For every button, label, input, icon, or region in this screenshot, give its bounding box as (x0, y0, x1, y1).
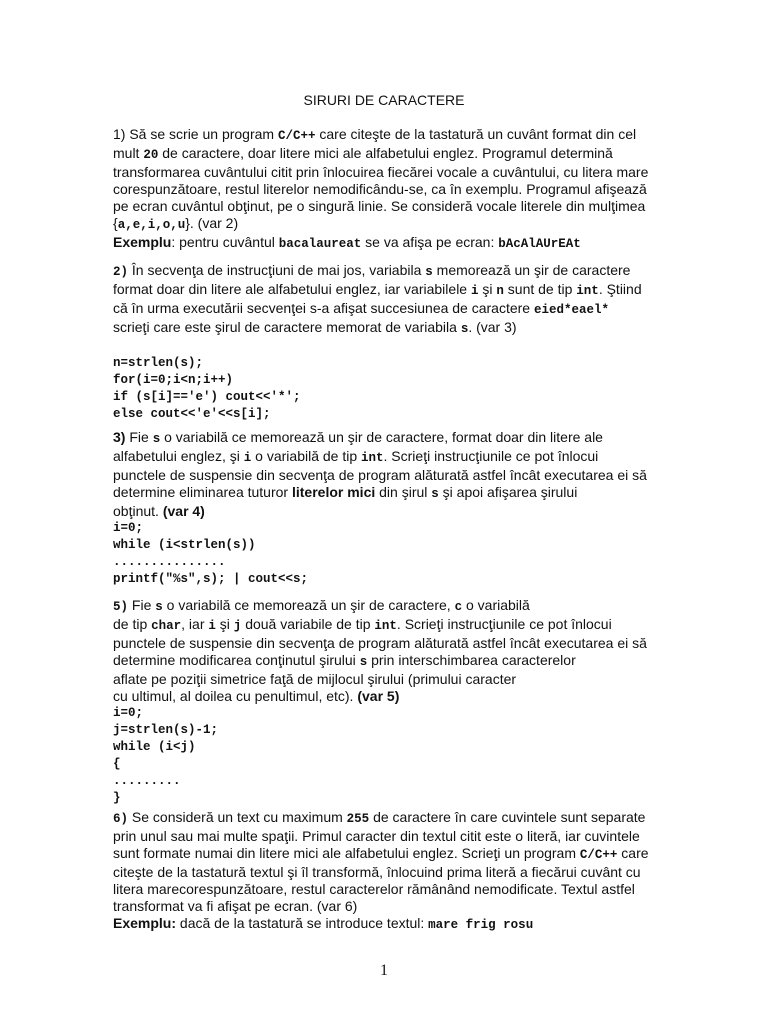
code-line: for(i=0;i<n;i++) (113, 373, 234, 387)
problem-6-line: transformat va fi afişat pe ecran. (var 6) (113, 898, 358, 914)
problem-number: 1) (113, 126, 126, 142)
language-name: C/C++ (277, 129, 316, 143)
code-line: } (113, 791, 121, 805)
problem-6-line: sunt formate numai din litere mici ale alfabetului englez. Scrieţi un program C/C++ care (113, 845, 649, 862)
page-number: 1 (380, 962, 388, 979)
problem-5-line: cu ultimul, al doilea cu penultimul, etc). (var 5) (113, 688, 400, 704)
problem-1-line: 1) Să se scrie un program C/C++ care citeşte de la tastatură un cuvânt format din cel (113, 126, 637, 143)
problem-3 (113, 429, 673, 588)
problem-1-line: {a,e,i,o,u}. (var 2) (113, 215, 239, 232)
code-line: ......... (113, 774, 181, 788)
example-line: Exemplu: dacă de la tastatură se introduce textul: mare frig rosu (113, 915, 534, 932)
problem-3-line: obţinut. (var 4) (113, 503, 205, 519)
problem-6-line: citeşte de la tastatură textul şi îl transformă, înlocuind prima literă a fiecărui cuvânt cu (113, 864, 641, 880)
problem-5-line: de tip char, iar i şi j două variabile de tip int. Scrieţi instrucţiunile ce pot înlocui (113, 616, 612, 633)
code-line: else cout<<'e'<<s[i]; (113, 407, 271, 421)
problem-2-line: scrieţi care este şirul de caractere memorat de variabila s. (var 3) (113, 319, 517, 336)
problem-3-line: 3) Fie s o variabilă ce memorează un şir de caractere, format doar din litere ale (113, 429, 603, 446)
problem-3-line: punctele de suspensie din secvenţa de program alăturată astfel încât executarea ei să (113, 467, 647, 483)
example-input: mare frig rosu (428, 918, 534, 932)
problem-6-line: 6) Se consideră un text cu maximum 255 de caractere în care cuvintele sunt separate (113, 809, 646, 826)
code-line: printf("%s",s); | cout<<s; (113, 572, 309, 586)
code-line: j=strlen(s)-1; (113, 723, 219, 737)
problem-5-line: punctele de suspensie din secvenţa de program alăturată astfel încât executarea ei să (113, 635, 647, 651)
problem-1-line: pe ecran cuvântul obţinut, pe o singură linie. Se consideră vocale literele din mulţimea (113, 198, 646, 214)
problem-6-line: prin unul sau mai multe spaţii. Primul caracter din textul citit este o literă, iar cuvintele (113, 828, 640, 844)
example-label: Exemplu: (113, 915, 177, 931)
code-line: while (i<strlen(s)) (113, 538, 256, 552)
example-input: bacalaureat (278, 237, 362, 251)
problem-5-line: determine modificarea conţinutul şirului s prin interschimbarea caracterelor (113, 652, 576, 669)
code-line: { (113, 757, 121, 771)
problem-5 (113, 597, 673, 807)
output-sequence: eied*eael* (533, 303, 609, 317)
problem-3-line: alfabetului englez, şi i o variabilă de tip int. Scrieţi instrucţiunile ce pot înlocui (113, 448, 599, 465)
example-line: Exemplu: pentru cuvântul bacalaureat se va afişa pe ecran: bAcAlAUrEAt (113, 234, 581, 251)
code-line: i=0; (113, 706, 144, 720)
problem-1-line: mult 20 de caractere, doar litere mici ale alfabetului englez. Programul determină (113, 145, 613, 162)
problem-2-line: 2) În secvenţa de instrucţiuni de mai jos, variabila s memorează un şir de caractere (113, 262, 631, 279)
vowel-set: a,e,i,o,u (117, 218, 186, 232)
code-line: n=strlen(s); (113, 356, 204, 370)
problem-2-line: format doar din litere ale alfabetului englez, iar variabilele i şi n sunt de tip int. Ştiind (113, 281, 642, 298)
page-title: SIRURI DE CARACTERE (303, 92, 465, 108)
problem-number: 2) (113, 265, 129, 279)
code-line: while (i<j) (113, 740, 196, 754)
problem-5-line: aflate pe poziţii simetrice faţă de mijlocul şirului (primului caracter (113, 671, 517, 687)
problem-6-line: litera marecorespunzătoare, restul caracterelor rămânând nemodificate. Textul astfel (113, 881, 635, 897)
code-line: i=0; (113, 521, 144, 535)
example-label: Exemplu (113, 234, 172, 250)
problem-2 (113, 262, 673, 423)
problem-1 (113, 126, 673, 253)
problem-number: 6) (113, 812, 129, 826)
problem-2-line: că în urma executării secvenţei s-a afişat succesiunea de caractere eied*eael* (113, 300, 609, 317)
problem-5-line: 5) Fie s o variabilă ce memorează un şir de caractere, c o variabilă (113, 597, 530, 614)
problem-number: 5) (113, 600, 129, 614)
code-line: if (s[i]=='e') cout<<'*'; (113, 390, 301, 404)
code-line: ............... (113, 555, 226, 569)
example-output: bAcAlAUrEAt (498, 237, 581, 251)
problem-number: 3) (113, 429, 126, 445)
problem-1-line: corespunzătoare, restul literelor nemodificându-se, ca în exemplu. Programul afişează (113, 181, 647, 197)
problem-6 (113, 809, 673, 934)
problem-1-line: transformarea cuvântului citit prin înlocuirea fiecărei vocale a cuvântului, cu litera mare (113, 164, 649, 180)
problem-3-line: determine eliminarea tuturor literelor mici din şirul s şi apoi afişarea şirului (113, 484, 578, 501)
